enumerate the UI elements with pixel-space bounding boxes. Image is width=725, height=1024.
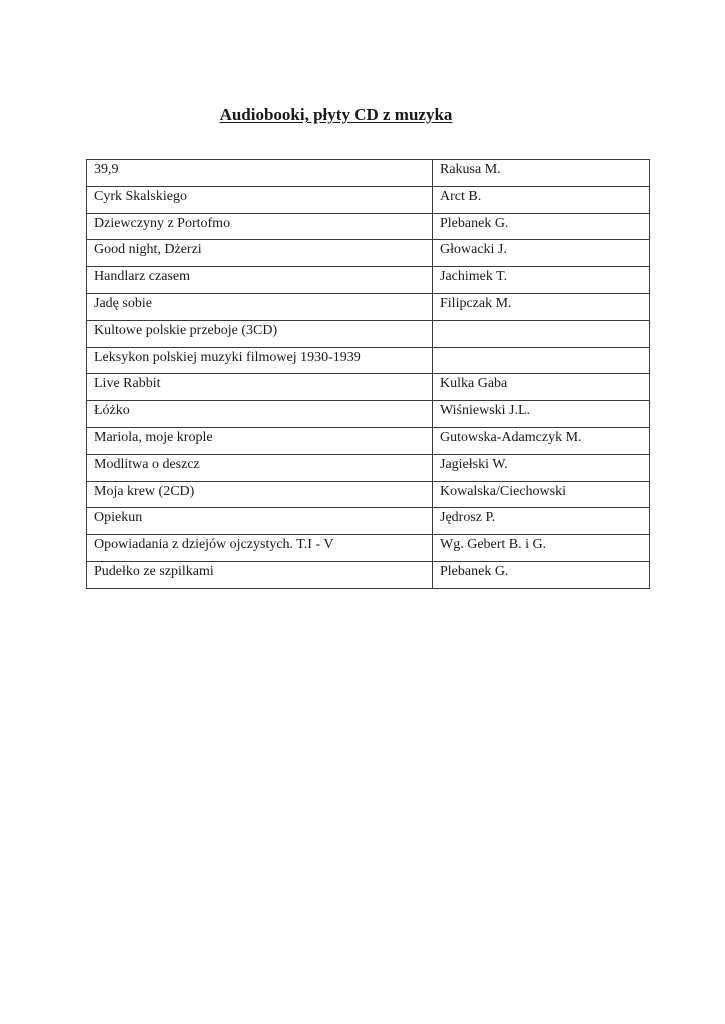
title-cell: Kultowe polskie przeboje (3CD) [87,320,433,347]
title-cell: Opiekun [87,508,433,535]
author-cell: Arct B. [433,186,650,213]
author-cell: Wg. Gebert B. i G. [433,535,650,562]
author-cell: Głowacki J. [433,240,650,267]
table-row [87,401,650,428]
page-title: Audiobooki, płyty CD z muzyka [219,105,453,124]
table-row [87,454,650,481]
table-row [87,374,650,401]
author-cell: Filipczak M. [433,293,650,320]
table-row [87,213,650,240]
title-cell: Handlarz czasem [87,267,433,294]
title-cell: Mariola, moje krople [87,427,433,454]
author-cell: Kulka Gaba [433,374,650,401]
author-cell [433,347,650,374]
author-cell [433,320,650,347]
table-row [87,240,650,267]
author-cell: Wiśniewski J.L. [433,401,650,428]
table-row [87,535,650,562]
title-cell: 39,9 [87,160,433,187]
title-cell: Moja krew (2CD) [87,481,433,508]
title-cell: Pudełko ze szpilkami [87,561,433,588]
author-cell: Jagiełski W. [433,454,650,481]
author-cell: Jędrosz P. [433,508,650,535]
table-row [87,320,650,347]
table-row [87,186,650,213]
title-cell: Good night, Dżerzi [87,240,433,267]
title-cell: Cyrk Skalskiego [87,186,433,213]
author-cell: Plebanek G. [433,561,650,588]
title-cell: Opowiadania z dziejów ojczystych. T.I - V [87,535,433,562]
table-row [87,427,650,454]
table-row [87,508,650,535]
table-row [87,561,650,588]
author-cell: Kowalska/Ciechowski [433,481,650,508]
title-cell: Live Rabbit [87,374,433,401]
table-row [87,267,650,294]
table-row [87,481,650,508]
author-cell: Rakusa M. [433,160,650,187]
table-row [87,293,650,320]
author-cell: Jachimek T. [433,267,650,294]
title-cell: Modlitwa o deszcz [87,454,433,481]
title-cell: Dziewczyny z Portofmo [87,213,433,240]
title-cell: Leksykon polskiej muzyki filmowej 1930-1939 [87,347,433,374]
title-cell: Łóżko [87,401,433,428]
catalog-table [86,159,650,589]
table-row [87,347,650,374]
table-row [87,160,650,187]
author-cell: Gutowska-Adamczyk M. [433,427,650,454]
author-cell: Plebanek G. [433,213,650,240]
title-cell: Jadę sobie [87,293,433,320]
